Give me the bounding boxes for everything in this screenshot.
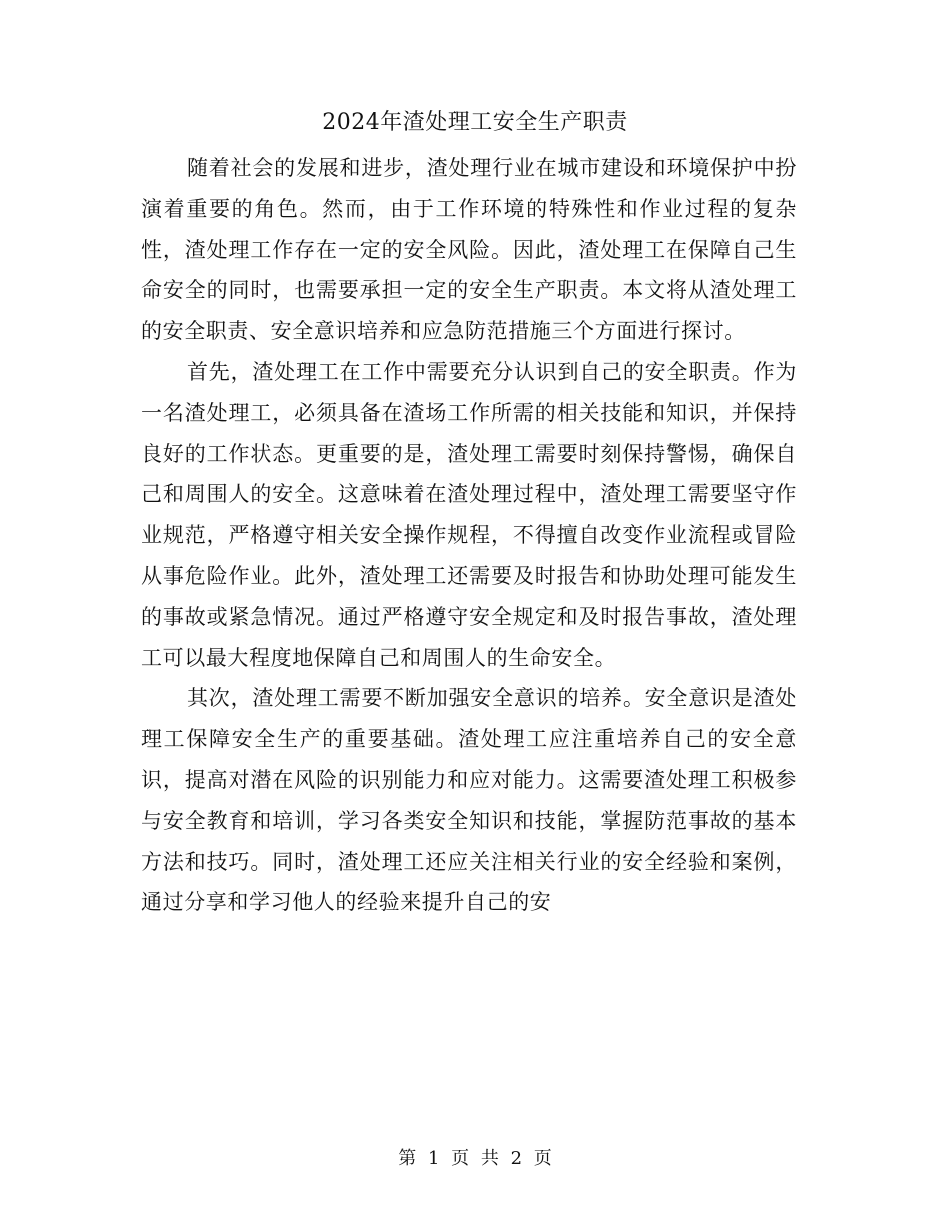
document-body <box>141 148 797 923</box>
paragraph-first-point: 首先，渣处理工在工作中需要充分认识到自己的安全职责。作为一名渣处理工，必须具备在渣场工作所需的相关技能和知识，并保持良好的工作状态。更重要的是，渣处理工需要时刻保持警惕，确保自己和周围人的安全。这意味着在渣处理过程中，渣处理工需要坚守作业规范，严格遵守相关安全操作规程，不得擅自改变作业流程或冒险从事危险作业。此外，渣处理工还需要及时报告和协助处理可能发生的事故或紧急情况。通过严格遵守安全规定和及时报告事故，渣处理工可以最大程度地保障自己和周围人的生命安全。 <box>141 359 797 670</box>
document-title: 2024年渣处理工安全生产职责 <box>322 110 628 135</box>
paragraph-intro: 随着社会的发展和进步，渣处理行业在城市建设和环境保护中扮演着重要的角色。然而，由于工作环境的特殊性和作业过程的复杂性，渣处理工作存在一定的安全风险。因此，渣处理工在保障自己生命安全的同时，也需要承担一定的安全生产职责。本文将从渣处理工的安全职责、安全意识培养和应急防范措施三个方面进行探讨。 <box>141 156 797 344</box>
page-number-footer: 第 1 页 共 2 页 <box>398 1148 552 1169</box>
paragraph-second-point: 其次，渣处理工需要不断加强安全意识的培养。安全意识是渣处理工保障安全生产的重要基础。渣处理工应注重培养自己的安全意识，提高对潜在风险的识别能力和应对能力。这需要渣处理工积极参与安全教育和培训，学习各类安全知识和技能，掌握防范事故的基本方法和技巧。同时，渣处理工还应关注相关行业的安全经验和案例，通过分享和学习他人的经验来提升自己的安 <box>141 686 797 915</box>
